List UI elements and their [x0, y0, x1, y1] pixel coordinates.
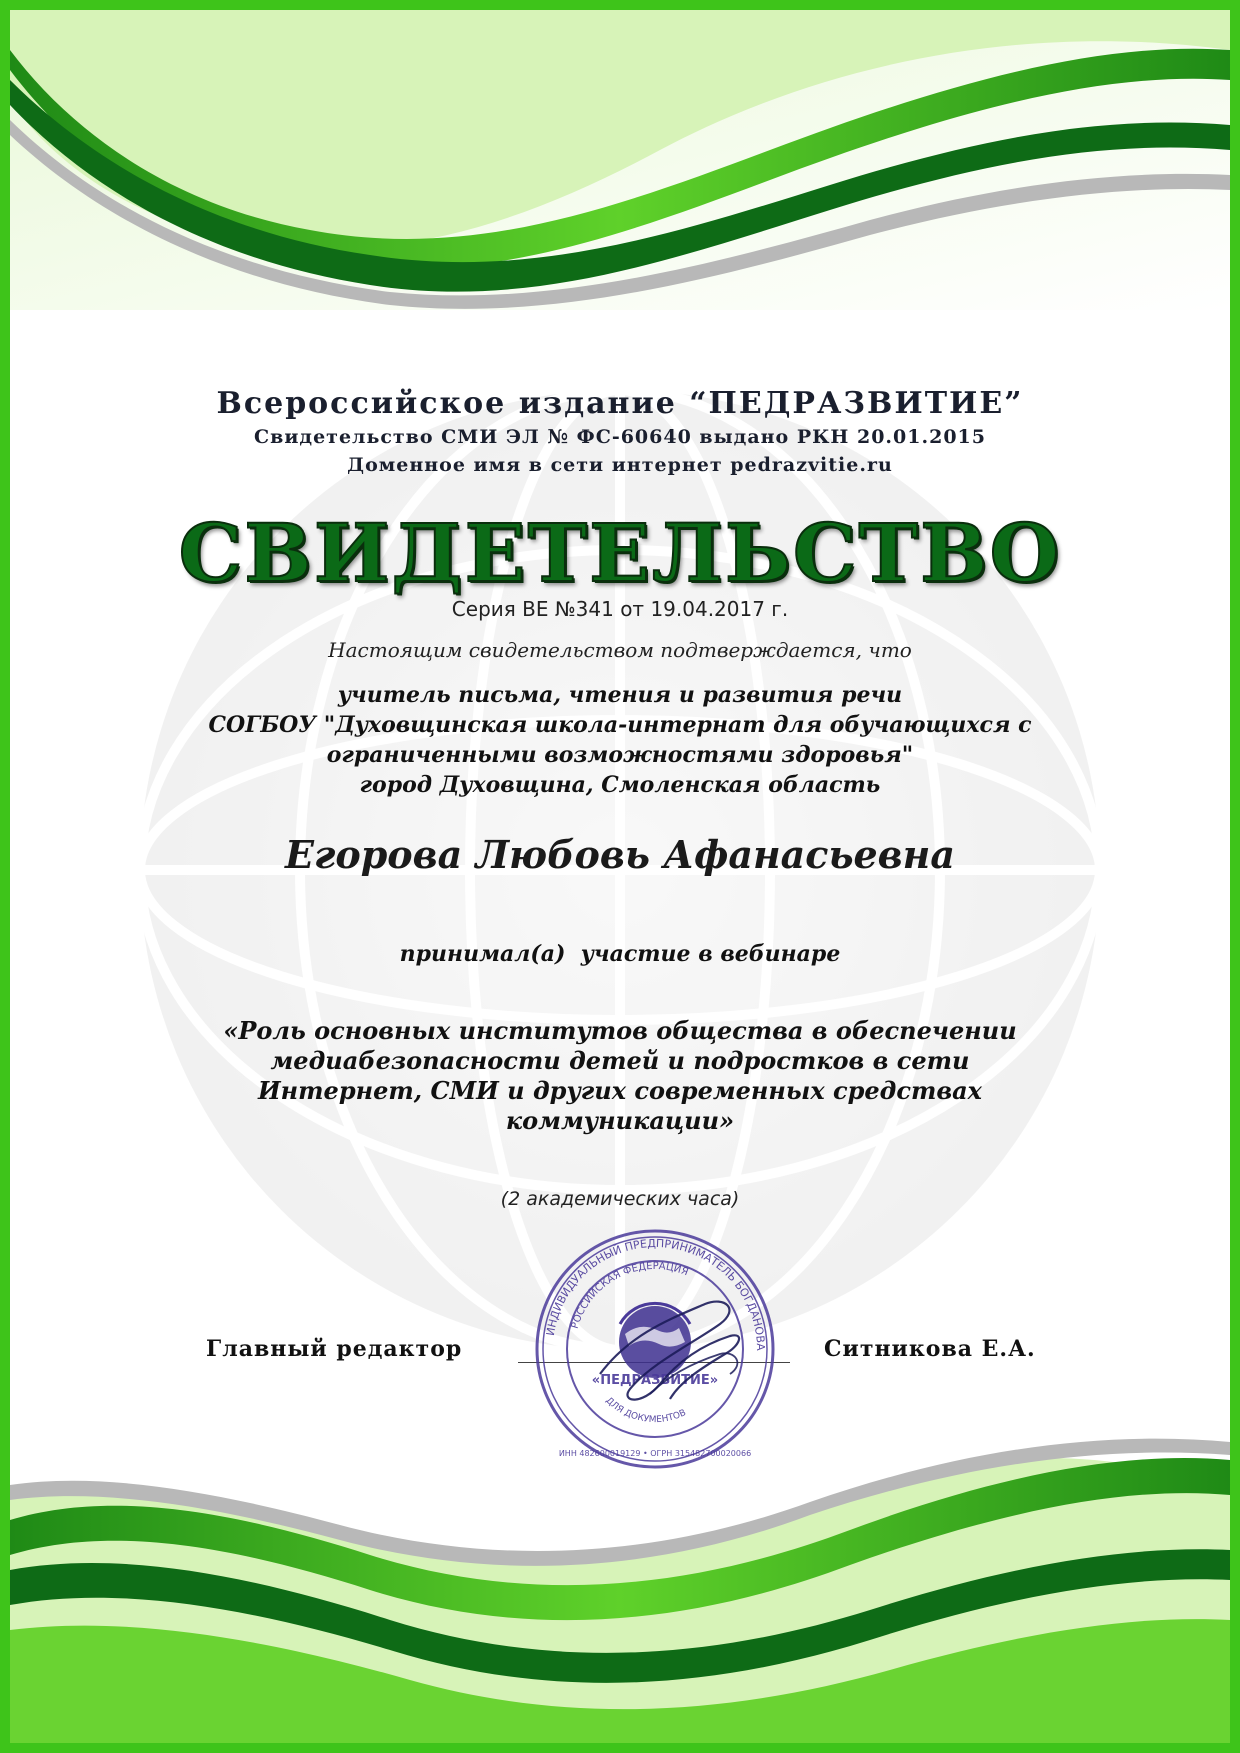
stamp-outer-text: ИНДИВИДУАЛЬНЫЙ ПРЕДПРИНИМАТЕЛЬ БОГДАНОВА: [543, 1236, 768, 1351]
org-line: учитель письма, чтения и развития речи: [337, 682, 903, 708]
org-line: ограниченными возможностями здоровья": [326, 742, 914, 768]
org-line: СОГБОУ "Духовщинская школа-интернат для обучающихся с: [208, 712, 1032, 738]
publisher-title: Всероссийское издание “ПЕДРАЗВИТИЕ”: [216, 386, 1024, 421]
publisher-domain: Доменное имя в сети интернет pedrazvitie.ru: [347, 454, 893, 476]
stamp-bottom-outer-text: ИНН 482600019129 • ОГРН 315482700020066: [558, 1449, 752, 1458]
org-line: город Духовщина, Смоленская область: [359, 772, 881, 798]
recipient-name: Егорова Любовь Афанасьевна: [285, 832, 955, 877]
topic-line: коммуникации»: [505, 1106, 735, 1135]
official-stamp: [530, 1224, 780, 1474]
certificate-content: [10, 10, 1230, 1743]
certificate-title: СВИДЕТЕЛЬСТВО: [178, 506, 1062, 600]
stamp-bottom-inner-text: ДЛЯ ДОКУМЕНТОВ: [603, 1395, 688, 1426]
stamp-center-text: «ПЕДРАЗВИТИЕ»: [591, 1373, 719, 1388]
topic-line: Интернет, СМИ и других современных средствах: [257, 1076, 982, 1105]
organization-block: [10, 680, 1230, 800]
stamp-inner-text: РОССИЙСКАЯ ФЕДЕРАЦИЯ: [569, 1260, 690, 1331]
participation-text: принимал(а) участие в вебинаре: [399, 941, 841, 967]
svg-text:ДЛЯ ДОКУМЕНТОВ: [603, 1396, 687, 1425]
confirm-text: Настоящим свидетельством подтверждается, что: [328, 638, 912, 662]
stamp-graphic: [530, 1224, 780, 1474]
webinar-topic: [10, 1016, 1230, 1136]
signatory-name: Ситникова Е.А.: [824, 1336, 1036, 1362]
topic-line: медиабезопасности детей и подростков в сети: [270, 1046, 970, 1075]
topic-line: «Роль основных институтов общества в обеспечении: [223, 1016, 1017, 1045]
academic-hours: (2 академических часа): [500, 1188, 740, 1210]
publisher-license: Свидетельство СМИ ЭЛ № ФС-60640 выдано РКН 20.01.2015: [254, 426, 986, 448]
certificate-series: Серия ВЕ №341 от 19.04.2017 г.: [451, 597, 789, 621]
signatory-role: Главный редактор: [206, 1336, 463, 1362]
